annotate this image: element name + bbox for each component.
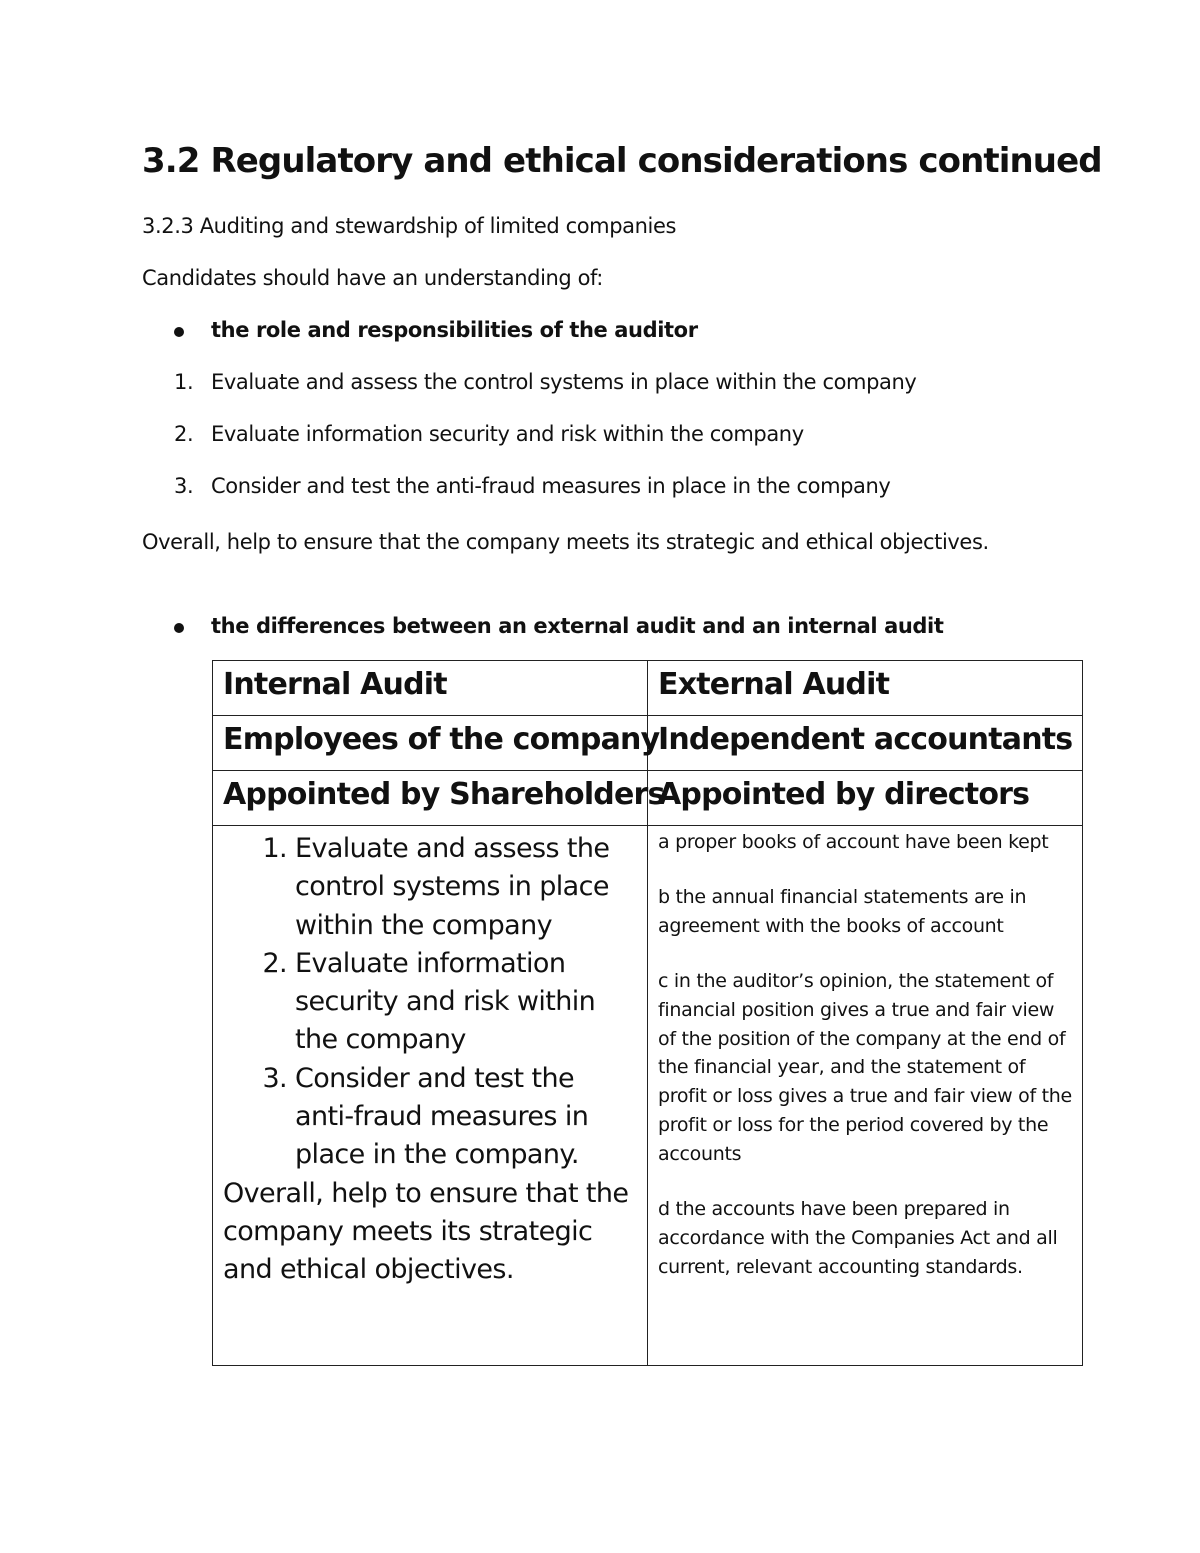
internal-audit-list bbox=[223, 830, 637, 1175]
intro-text: Candidates should have an understanding of: bbox=[142, 266, 603, 290]
item-number: 3. bbox=[174, 474, 194, 498]
table-row bbox=[213, 716, 1083, 771]
table-cell: Employees of the company bbox=[213, 716, 648, 771]
table-cell: External Audit bbox=[648, 661, 1083, 716]
item-number: 1. bbox=[174, 370, 194, 394]
bullet-dot-icon bbox=[174, 623, 184, 633]
item-text: Consider and test the anti-fraud measures in place in the company bbox=[211, 474, 891, 498]
table-row bbox=[213, 661, 1083, 716]
list-item: 3. Consider and test the anti-fraud measures in place in the company. bbox=[295, 1060, 637, 1175]
item-number: 2. bbox=[174, 422, 194, 446]
subsection-heading: 3.2.3 Auditing and stewardship of limited companies bbox=[142, 214, 677, 238]
item-text: Evaluate and assess the control systems in place within the company bbox=[211, 370, 917, 394]
overall-text: Overall, help to ensure that the company meets its strategic and ethical objectives. bbox=[142, 530, 989, 554]
table-row bbox=[213, 771, 1083, 826]
internal-audit-duties-cell bbox=[213, 826, 648, 1366]
bullet-text: the differences between an external audit and an internal audit bbox=[211, 614, 944, 638]
table-cell: Internal Audit bbox=[213, 661, 648, 716]
list-item: 2. Evaluate information security and risk within the company bbox=[295, 945, 637, 1060]
external-audit-duties-cell bbox=[648, 826, 1083, 1366]
table-cell: Appointed by Shareholders bbox=[213, 771, 648, 826]
item-text: Evaluate information security and risk within the company bbox=[211, 422, 804, 446]
external-audit-point: d the accounts have been prepared in accordance with the Companies Act and all current, relevant accounting standards. bbox=[658, 1198, 1058, 1278]
table-row bbox=[213, 826, 1083, 1366]
table-cell: Appointed by directors bbox=[648, 771, 1083, 826]
internal-audit-overall: Overall, help to ensure that the company meets its strategic and ethical objectives. bbox=[223, 1177, 629, 1286]
list-item: 1. Evaluate and assess the control systems in place within the company bbox=[295, 830, 637, 945]
page-title: 3.2 Regulatory and ethical considerations continued bbox=[142, 141, 1102, 181]
bullet-dot-icon bbox=[174, 327, 184, 337]
table-cell: Independent accountants bbox=[648, 716, 1083, 771]
external-audit-point: c in the auditor’s opinion, the statement of financial position gives a true and fair view of the position of the company at the end of the financial year, and the statement of profit or loss gives a true and fair view of the profit or loss for the period covered by the accounts bbox=[658, 969, 1072, 1166]
bullet-text: the role and responsibilities of the auditor bbox=[211, 318, 698, 342]
audit-comparison-table bbox=[212, 660, 1083, 1366]
external-audit-point: a proper books of account have been kept bbox=[658, 831, 1049, 853]
external-audit-point: b the annual financial statements are in agreement with the books of account bbox=[658, 885, 1027, 937]
